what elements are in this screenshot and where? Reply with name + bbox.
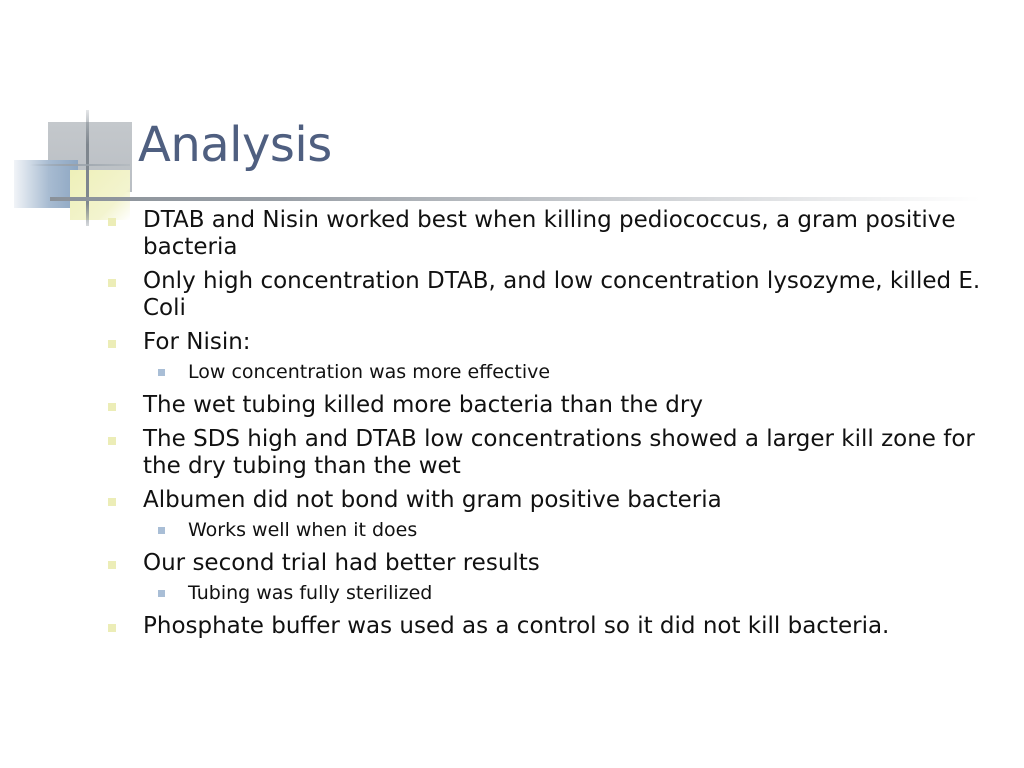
corner-ornament-vertical-line bbox=[86, 110, 89, 226]
slide-title: Analysis bbox=[138, 117, 332, 173]
bullet-item: Our second trial had better results bbox=[104, 550, 984, 577]
sub-bullet-item: Works well when it does bbox=[104, 518, 984, 542]
title-underline-rule bbox=[50, 197, 980, 201]
bullet-item: Only high concentration DTAB, and low concentration lysozyme, killed E. Coli bbox=[104, 268, 984, 322]
sub-bullet-item: Tubing was fully sterilized bbox=[104, 581, 984, 605]
bullet-item: The wet tubing killed more bacteria than the dry bbox=[104, 392, 984, 419]
bullet-item: Albumen did not bond with gram positive bacteria bbox=[104, 487, 984, 514]
bullet-item: For Nisin: bbox=[104, 329, 984, 356]
corner-ornament-short-line bbox=[30, 164, 130, 166]
bullet-list bbox=[104, 207, 984, 640]
bullet-item: The SDS high and DTAB low concentrations showed a larger kill zone for the dry tubing than the wet bbox=[104, 426, 984, 480]
bullet-item: Phosphate buffer was used as a control so it did not kill bacteria. bbox=[104, 613, 984, 640]
sub-bullet-item: Low concentration was more effective bbox=[104, 360, 984, 384]
bullet-item: DTAB and Nisin worked best when killing pediococcus, a gram positive bacteria bbox=[104, 207, 984, 261]
